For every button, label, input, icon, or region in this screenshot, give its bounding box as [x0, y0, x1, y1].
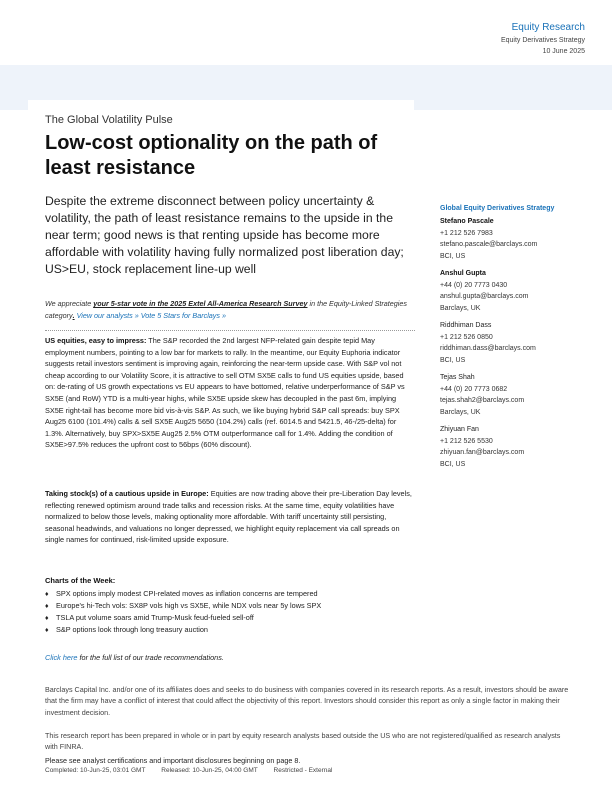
certification-notice: Please see analyst certifications and important disclosures beginning on page 8. — [45, 756, 301, 765]
chart-list-item[interactable]: ♦ SPX options imply modest CPI-related moves as inflation concerns are tempered — [45, 589, 318, 598]
chart-list-item[interactable]: ♦ Europe's hi-Tech vols: SX8P vols high vs SX5E, while NDX vols near 5y lows SPX — [45, 601, 322, 610]
brand-title: Equity Research — [511, 22, 585, 33]
diamond-bullet-icon: ♦ — [45, 603, 49, 610]
footer — [45, 767, 346, 774]
paragraph-europe — [45, 488, 415, 546]
completed-timestamp: Completed: 10-Jun-25, 03:01 GMT — [45, 767, 146, 774]
analyst-phone: +44 (0) 20 7773 0430 — [440, 281, 508, 289]
released-timestamp: Released: 10-Jun-25, 04:00 GMT — [161, 767, 258, 774]
analyst-name: Riddhiman Dass — [440, 322, 492, 329]
paragraph-us-equities — [45, 335, 415, 451]
analyst-phone: +1 212 526 5530 — [440, 437, 493, 445]
paragraph-body: Equities are now trading above their pre-Liberation Day levels, reflecting renewed optimism around trade talks and recession risks. At the same time, equity volatilities have normalized to below those levels, making optionality more affordable. With tariff uncertainty still persisting, seasonal headwinds, and valuations no longer depressed, we highlight equity replacement via call spreads on single names for continued, risk-limited upside exposure. — [45, 489, 412, 545]
analyst-email[interactable]: tejas.shah2@barclays.com — [440, 397, 525, 404]
report-title: Low-cost optionality on the path of least resistance — [45, 132, 378, 179]
diamond-bullet-icon: ♦ — [45, 627, 49, 634]
analyst-email[interactable]: anshul.gupta@barclays.com — [440, 293, 529, 300]
chart-list-item[interactable]: ♦ TSLA put volume soars amid Trump-Musk feud-fueled sell-off — [45, 613, 254, 622]
analyst-name: Anshul Gupta — [440, 270, 486, 277]
analyst-email[interactable]: stefano.pascale@barclays.com — [440, 241, 538, 248]
series-kicker: The Global Volatility Pulse — [45, 114, 173, 126]
analyst-phone: +1 212 526 7983 — [440, 229, 493, 237]
paragraph-heading: US equities, easy to impress: — [45, 336, 147, 345]
paragraph-heading: Taking stock(s) of a cautious upside in Europe: — [45, 489, 209, 498]
analyst-name: Tejas Shah — [440, 374, 475, 381]
analyst-card — [440, 320, 590, 366]
analyst-card — [440, 424, 590, 470]
analyst-phone: +44 (0) 20 7773 0682 — [440, 385, 508, 393]
diamond-bullet-icon: ♦ — [45, 591, 49, 598]
survey-period: . — [72, 311, 75, 320]
analyst-card — [440, 216, 590, 262]
analyst-entity: BCI, US — [440, 460, 466, 468]
conflict-disclaimer: Barclays Capital Inc. and/or one of its affiliates does and seeks to do business with companies covered in its research reports. As a result, investors should be aware that the firm may have a conflict of interest that could affect the objectivity of this report. Investors should consider this report as only a single factor in making their investment decision. — [45, 685, 569, 717]
survey-notice — [45, 298, 415, 322]
survey-vote-link[interactable]: your 5-star vote in the 2025 Extel All-America Research Survey — [93, 299, 308, 308]
trade-recommendations-note — [45, 653, 224, 662]
survey-middle: in the Equity-Linked Strategies category — [45, 299, 407, 320]
analyst-name: Stefano Pascale — [440, 218, 494, 225]
analyst-entity: Barclays, UK — [440, 304, 481, 312]
chart-list-item[interactable]: ♦ S&P options look through long treasury auction — [45, 625, 208, 634]
trade-recommendations-text: for the full list of our trade recommendations. — [77, 653, 224, 662]
view-analysts-link[interactable]: View our analysts » Vote 5 Stars for Barclays » — [74, 311, 226, 320]
analyst-card — [440, 372, 590, 418]
team-name: Global Equity Derivatives Strategy — [440, 205, 555, 212]
analyst-entity: BCI, US — [440, 252, 466, 260]
analyst-card — [440, 268, 590, 314]
report-date: 10 June 2025 — [542, 48, 585, 55]
diamond-bullet-icon: ♦ — [45, 615, 49, 622]
restriction-label: Restricted - External — [273, 767, 333, 774]
report-lede: Despite the extreme disconnect between policy uncertainty & volatility, the path of least resistance remains to the upside in the near term; good news is that renting upside has become more affordable with volatility having fully normalized post liberation day; US>EU, stock replacement line-up well — [45, 194, 404, 276]
section-divider — [45, 330, 415, 331]
analyst-entity: BCI, US — [440, 356, 466, 364]
analyst-email[interactable]: zhiyuan.fan@barclays.com — [440, 449, 525, 456]
analyst-entity: Barclays, UK — [440, 408, 481, 416]
analyst-email[interactable]: riddhiman.dass@barclays.com — [440, 345, 536, 352]
paragraph-body: The S&P recorded the 2nd largest NFP-related gain despite tepid May employment numbers, pointing to a low bar for markets to rally. In the meantime, our Equity Euphoria indicator suggests retail investors sentiment is improving again, reinforcing the near-term upside case. With S&P vol not cheap according to our Volatility Score, it is attractive to sell OTM SX5E calls to fund US equities upside, based on: de-rating of US growth expectations vs EU appears to have bottomed, relative underperformance of S&P vs SX5E (and RoW) YTD is a multi-year highs, while SX5E upside skew has decoupled in the past 6m, implying SX5E right-tail has become more bid vis-à-vis S&P. As such, we like buying hybrid S&P call spreads: buy SPX Aug25 6100 (101.4%) calls & sell SX5E Aug25 5650 (104.2%) calls (ref. 6014.5 and 5421.5, 46-/25-delta) for 1.3%. Alternatively, buy SPX>SX5E Aug25 2.5% OTM outperformance call for 1.4%. Adding the condition of SX5E>97.5% reduces the upfront cost to 56bps (60% discount). — [45, 336, 405, 450]
analyst-name: Zhiyuan Fan — [440, 426, 479, 433]
charts-heading: Charts of the Week: — [45, 576, 116, 585]
survey-prefix: We appreciate — [45, 299, 94, 308]
click-here-link[interactable]: Click here — [45, 653, 78, 662]
finra-disclaimer: This research report has been prepared in whole or in part by equity research analysts based outside the US who are not registered/qualified as research analysts with FINRA. — [45, 731, 561, 752]
report-subtitle: Equity Derivatives Strategy — [500, 37, 585, 44]
analyst-phone: +1 212 526 0850 — [440, 333, 493, 341]
